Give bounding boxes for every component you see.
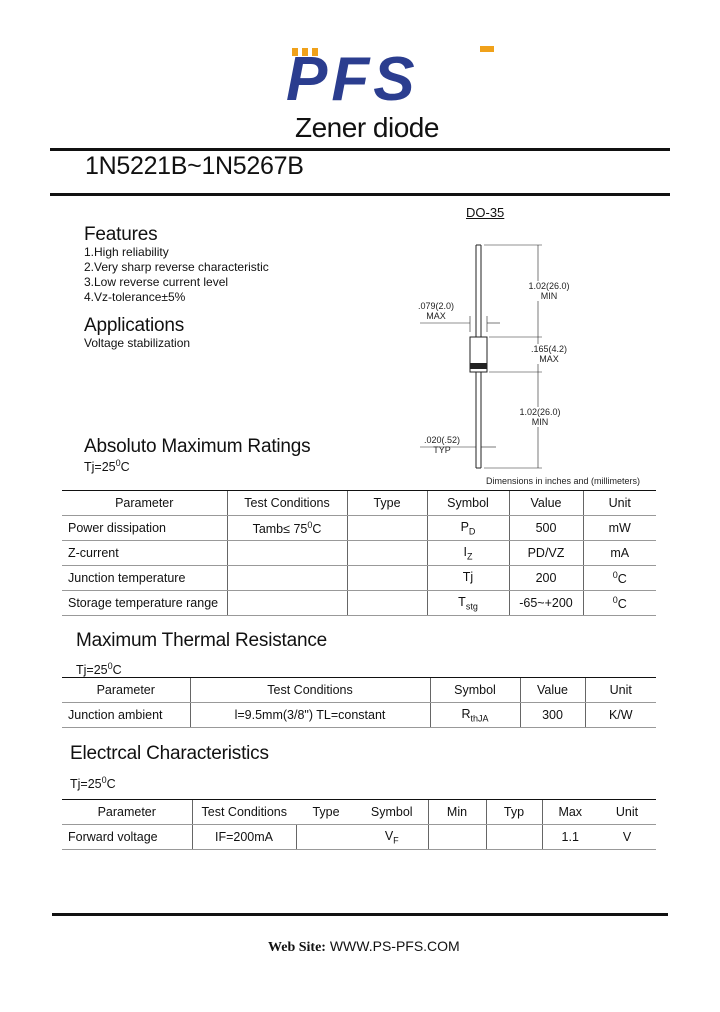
col-header: Test Conditions <box>192 800 296 825</box>
lead-length-bottom-label: 1.02(26.0) MIN <box>519 407 561 427</box>
applications-text: Voltage stabilization <box>84 336 191 350</box>
value-cell: 200 <box>509 566 583 591</box>
electrical-condition: $Tj=25^0C$ <box>70 775 116 792</box>
body-length-label: .165(4.2) MAX <box>524 344 574 364</box>
table-row <box>62 516 656 541</box>
pfs-logo-icon <box>282 42 502 104</box>
applications-heading: Applications <box>84 315 185 336</box>
table-row <box>62 825 656 850</box>
dimension-note: Dimensions in inches and (millimeters) <box>486 476 641 486</box>
table-row <box>62 566 656 591</box>
type-cell <box>347 566 427 591</box>
value-cell: 300 <box>520 703 585 728</box>
symbol-cell: $I_Z$ <box>427 541 509 566</box>
package-diagram <box>400 200 660 490</box>
thermal-table <box>62 677 656 728</box>
col-header: Parameter <box>62 678 190 703</box>
list-item: 3.Low reverse current level <box>84 275 229 289</box>
body-diameter-label: .079(2.0) MAX <box>417 301 455 321</box>
col-header: Unit <box>583 491 656 516</box>
min-cell <box>428 825 486 850</box>
table-row <box>62 703 656 728</box>
col-header: Type <box>296 800 356 825</box>
typ-cell <box>486 825 542 850</box>
lead-length-top-label: 1.02(26.0) MIN <box>524 281 574 301</box>
abs-max-condition: $Tj=25^0C$ <box>84 458 130 475</box>
footer-label: Web Site: <box>268 940 326 955</box>
symbol-cell: $R_{thJA}$ <box>430 703 520 728</box>
cond-cell <box>227 566 347 591</box>
table-header-row <box>62 491 656 516</box>
unit-cell: $^0$C <box>583 591 656 616</box>
type-cell <box>296 825 356 850</box>
electrical-table <box>62 799 656 850</box>
param-cell: Forward voltage <box>62 825 192 850</box>
col-header: Test Conditions <box>227 491 347 516</box>
title-rule <box>50 148 670 151</box>
symbol-cell: Tj <box>427 566 509 591</box>
value-cell: PD/VZ <box>509 541 583 566</box>
lead-diameter-label: .020(.52) TYP <box>423 435 461 455</box>
col-header: Value <box>520 678 585 703</box>
col-header: Value <box>509 491 583 516</box>
cond-cell <box>227 541 347 566</box>
list-item: 2.Very sharp reverse characteristic <box>84 260 269 274</box>
footer <box>268 938 460 956</box>
unit-cell: K/W <box>585 703 656 728</box>
cond-cell: l=9.5mm(3/8") TL=constant <box>190 703 430 728</box>
thermal-heading: Maximum Thermal Resistance <box>76 630 328 651</box>
value-cell: 500 <box>509 516 583 541</box>
svg-text:PFS: PFS <box>286 45 419 104</box>
cond-cell <box>227 591 347 616</box>
part-rule <box>50 193 670 196</box>
unit-cell: V <box>598 825 656 850</box>
electrical-heading: Electrcal Characteristics <box>70 743 269 764</box>
col-header: Max <box>542 800 598 825</box>
company-logo <box>282 42 502 109</box>
col-header: Symbol <box>430 678 520 703</box>
col-header: Min <box>428 800 486 825</box>
table-row <box>62 591 656 616</box>
abs-max-heading: Absoluto Maximum Ratings <box>84 436 311 457</box>
col-header: Parameter <box>62 491 227 516</box>
symbol-cell: $V_F$ <box>356 825 428 850</box>
part-number: 1N5221B~1N5267B <box>85 152 304 180</box>
unit-cell: mA <box>583 541 656 566</box>
col-header: Symbol <box>356 800 428 825</box>
unit-cell: $^0$C <box>583 566 656 591</box>
list-item: 1.High reliability <box>84 245 169 259</box>
abs-max-table <box>62 490 656 616</box>
type-cell <box>347 516 427 541</box>
cond-cell: Tamb≤ $75^0C$ <box>227 516 347 541</box>
type-cell <box>347 541 427 566</box>
website-link[interactable]: WWW.PS-PFS.COM <box>329 938 460 954</box>
footer-rule <box>52 913 668 916</box>
table-header-row <box>62 678 656 703</box>
symbol-cell: $T_{stg}$ <box>427 591 509 616</box>
list-item: 4.Vz-tolerance±5% <box>84 290 186 304</box>
param-cell: Junction ambient <box>62 703 190 728</box>
type-cell <box>347 591 427 616</box>
table-row <box>62 541 656 566</box>
value-cell: -65~+200 <box>509 591 583 616</box>
cond-cell: IF=200mA <box>192 825 296 850</box>
package-name: DO-35 <box>466 205 505 220</box>
col-header: Type <box>347 491 427 516</box>
unit-cell: mW <box>583 516 656 541</box>
page-title: Zener diode <box>295 112 439 143</box>
col-header: Typ <box>486 800 542 825</box>
max-cell: 1.1 <box>542 825 598 850</box>
col-header: Unit <box>585 678 656 703</box>
param-cell: Z-current <box>62 541 227 566</box>
col-header: Test Conditions <box>190 678 430 703</box>
col-header: Unit <box>598 800 656 825</box>
table-header-row <box>62 800 656 825</box>
col-header: Symbol <box>427 491 509 516</box>
param-cell: Storage temperature range <box>62 591 227 616</box>
param-cell: Junction temperature <box>62 566 227 591</box>
features-list <box>84 245 269 305</box>
col-header: Parameter <box>62 800 192 825</box>
symbol-cell: $P_D$ <box>427 516 509 541</box>
thermal-condition: $Tj=25^0C$ <box>76 661 122 678</box>
features-heading: Features <box>84 224 158 245</box>
param-cell: Power dissipation <box>62 516 227 541</box>
